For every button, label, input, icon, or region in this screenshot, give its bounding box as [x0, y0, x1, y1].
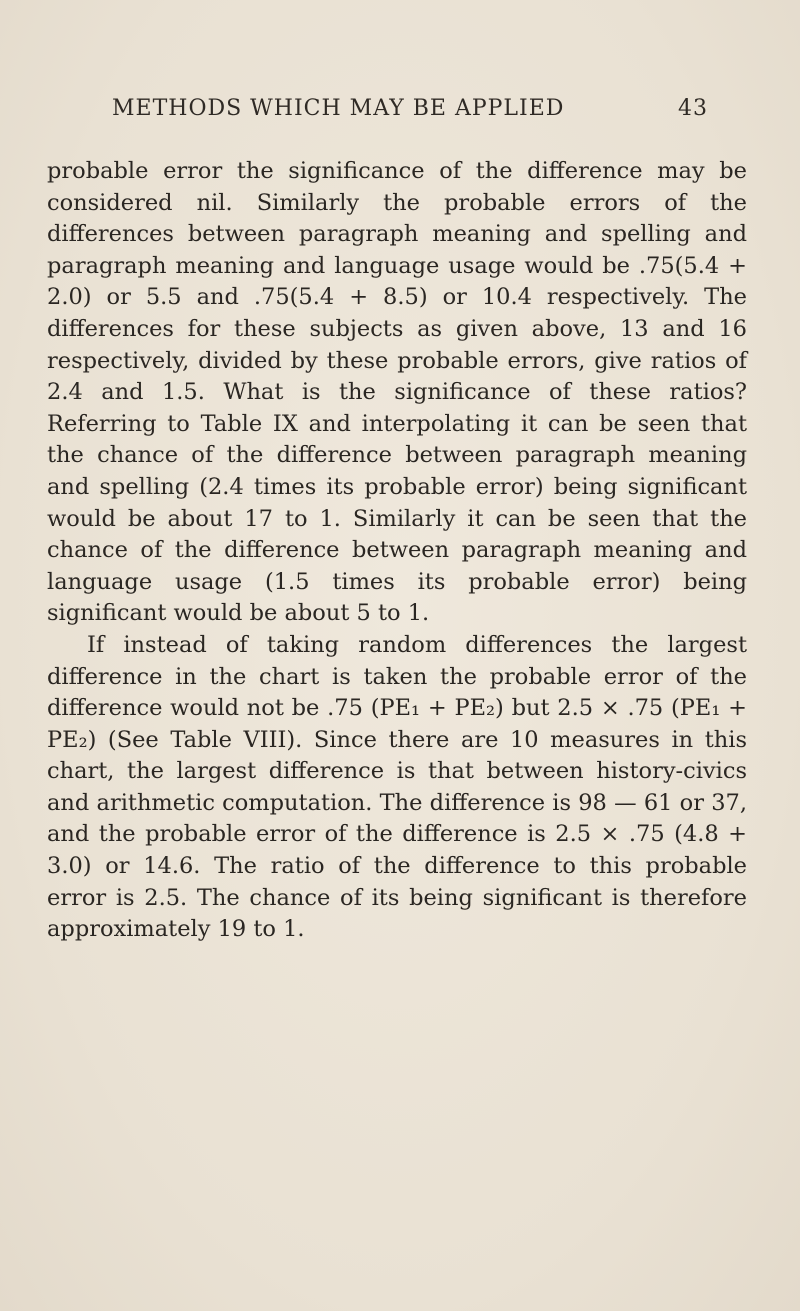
paragraph-largest-difference: If instead of taking random differences the largest difference in the chart is taken the probable error of the difference would not be .75 (PE₁ + PE₂) but 2.5 × .75 (PE₁ + PE₂) (See Table VIII). Since there are 10 measures in this chart, the largest difference is that between history-civics and arithmetic computation. The difference is 98 — 61 or 37, and the probable error of the difference is 2.5 × .75 (4.8 + 3.0) or 14.6. The ratio of the difference to this probable error is 2.5. The chance of its being significant is therefore approximately 19 to 1. [47, 631, 747, 943]
paragraph-continued: probable error the significance of the difference may be considered nil. Similarly the probable errors of the differences between paragraph meaning and spelling and paragraph meaning and language usage would be .75(5.4 + 2.0) or 5.5 and .75(5.4 + 8.5) or 10.4 respectively. The differences for these subjects as given above, 13 and 16 respectively, divided by these probable errors, give ratios of 2.4 and 1.5. What is the significance of these ratios? Referring to Table IX and interpolating it can be seen that the chance of the difference between paragraph meaning and spelling (2.4 times its probable error) being significant would be about 17 to 1. Similarly it can be seen that the chance of the difference between paragraph meaning and language usage (1.5 times its probable error) being significant would be about 5 to 1. [47, 158, 747, 627]
running-title: METHODS WHICH MAY BE APPLIED [112, 96, 565, 121]
page-number: 43 [678, 96, 708, 121]
body-text [47, 156, 747, 946]
running-header [112, 96, 708, 136]
